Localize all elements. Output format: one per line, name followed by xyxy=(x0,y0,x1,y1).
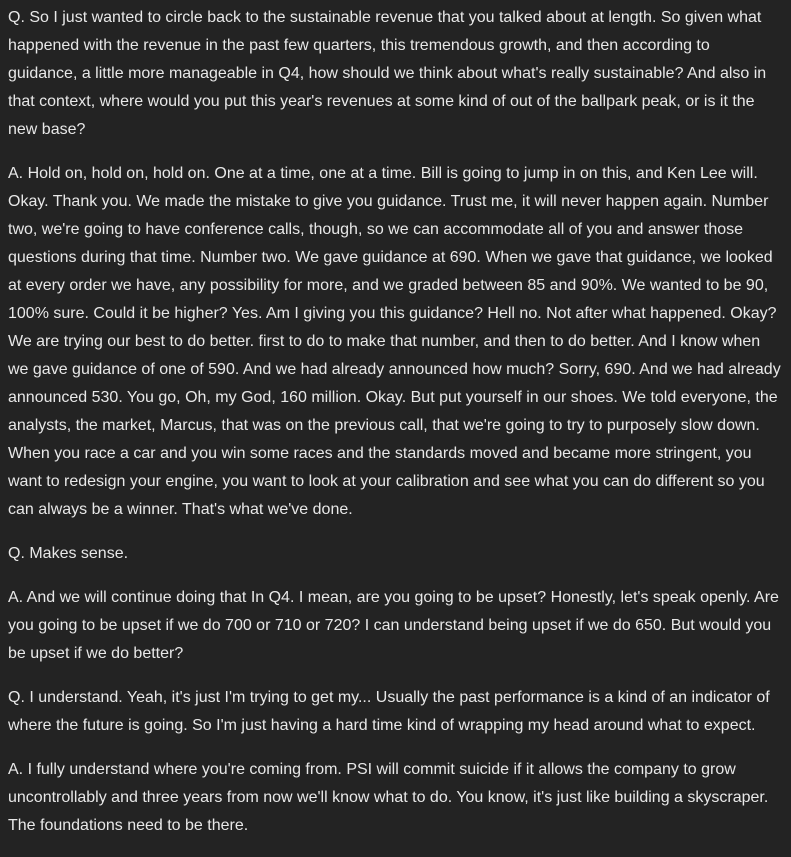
answer-paragraph: A. And we will continue doing that In Q4. I mean, are you going to be upset? Honestly, let's speak openly. Are you going to be upset if we do 700 or 710 or 720? I can understand being upset if we do 650. But would you be upset if we do better? xyxy=(8,589,779,662)
question-paragraph: Q. Makes sense. xyxy=(8,545,129,562)
answer-paragraph: A. Hold on, hold on, hold on. One at a time, one at a time. Bill is going to jump in on this, and Ken Lee will. Okay. Thank you. We made the mistake to give you guidance. Trust me, it will never happen again. Number two, we're going to have conference calls, though, so we can accommodate all of you and answer those questions during that time. Number two. We gave guidance at 690. When we gave that guidance, we looked at every order we have, any possibility for more, and we graded between 85 and 90%. We wanted to be 90, 100% sure. Could it be higher? Yes. Am I giving you this guidance? Hell no. Not after what happened. Okay? We are trying our best to do better. first to do to make that number, and then to do better. And I know when we gave guidance of one of 590. And we had already announced how much? Sorry, 690. And we had already announced 530. You go, Oh, my God, 160 million. Okay. But put yourself in our shoes. We told everyone, the analysts, the market, Marcus, that was on the previous call, that we're going to try to purposely slow down. When you race a car and you win some races and the standards moved and became more stringent, you want to redesign your engine, you want to look at your calibration and see what you can do different so you can always be a winner. That's what we've done. xyxy=(8,165,781,518)
question-paragraph: Q. So I just wanted to circle back to the sustainable revenue that you talked about at length. So given what happened with the revenue in the past few quarters, this tremendous growth, and then according to guidance, a little more manageable in Q4, how should we think about what's really sustainable? And also in that context, where would you put this year's revenues at some kind of out of the ballpark peak, or is it the new base? xyxy=(8,9,767,138)
question-paragraph: Q. I understand. Yeah, it's just I'm trying to get my... Usually the past performance is a kind of an indicator of where the future is going. So I'm just having a hard time kind of wrapping my head around what to expect. xyxy=(8,689,770,734)
answer-paragraph: A. I fully understand where you're coming from. PSI will commit suicide if it allows the company to grow uncontrollably and three years from now we'll know what to do. You know, it's just like building a skyscraper. The foundations need to be there. xyxy=(8,761,769,834)
